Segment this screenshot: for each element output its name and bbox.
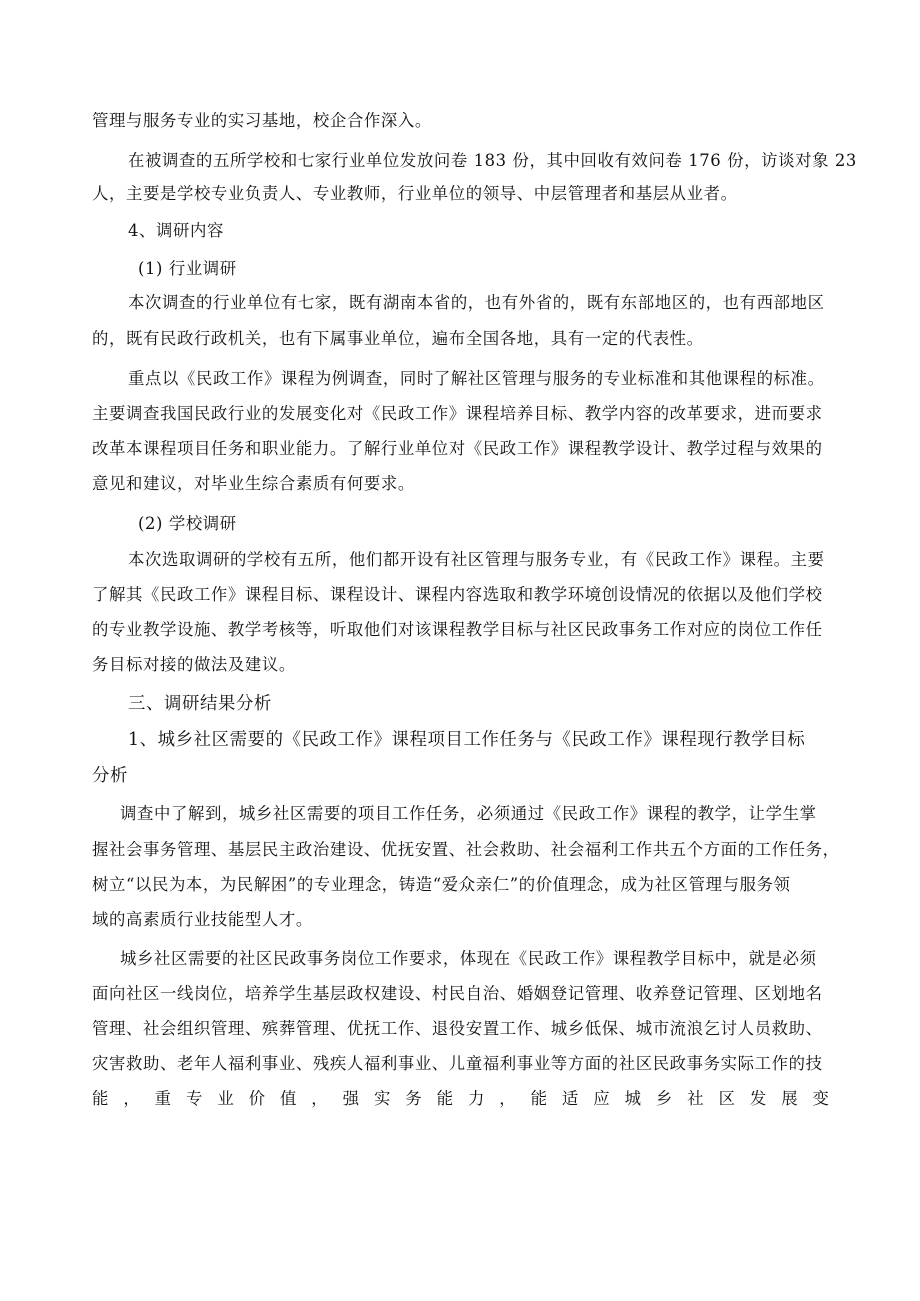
paragraph-line: 重点以《民政工作》课程为例调查，同时了解社区管理与服务的专业标准和其他课程的标准。 <box>128 369 825 388</box>
paragraph-line: 握社会事务管理、基层民主政治建设、优抚安置、社会救助、社会福利工作共五个方面的工作任务， <box>92 840 840 859</box>
glyph: 适 <box>561 1089 579 1108</box>
paragraph-line: 人，主要是学校专业负责人、专业教师，行业单位的领导、中层管理者和基层从业者。 <box>92 184 738 203</box>
paragraph-line: 面向社区一线岗位，培养学生基层政权建设、村民自治、婚姻登记管理、收养登记管理、区划地名 <box>92 984 823 1003</box>
paragraph-line: 的，既有民政行政机关，也有下属事业单位，遍布全国各地，具有一定的代表性。 <box>92 329 704 348</box>
glyph: 能 <box>530 1089 547 1108</box>
glyph: 应 <box>593 1089 610 1108</box>
paragraph-line: 本次调查的行业单位有七家，既有湖南本省的，也有外省的，既有东部地区的，也有西部地区 <box>128 293 825 312</box>
paragraph-line: 主要调查我国民政行业的发展变化对《民政工作》课程培养目标、教学内容的改革要求，进而要求 <box>92 404 823 423</box>
paragraph-line: 管理与服务专业的实习基地，校企合作深入。 <box>92 111 432 130</box>
glyph: 区 <box>718 1089 735 1108</box>
glyph: 变 <box>812 1089 829 1108</box>
glyph: 业 <box>217 1089 234 1108</box>
glyph: 能 <box>92 1089 109 1108</box>
subsection-heading: (1) 行业调研 <box>138 259 237 278</box>
paragraph-line: 树立“以民为本，为民解困”的专业理念，铸造“爱众亲仁”的价值理念，成为社区管理与服务领 <box>92 875 791 894</box>
paragraph-line: 灾害救助、老年人福利事业、残疾人福利事业、儿童福利事业等方面的社区民政事务实际工作的技 <box>92 1054 823 1073</box>
section-heading: 4、调研内容 <box>128 221 224 240</box>
glyph: 展 <box>781 1089 798 1108</box>
glyph: 实 <box>373 1089 391 1108</box>
glyph: 能 <box>436 1089 453 1108</box>
section-heading: 三、调研结果分析 <box>128 694 272 714</box>
section-heading: 分析 <box>92 766 128 786</box>
subsection-heading: (2) 学校调研 <box>138 514 237 533</box>
glyph: 城 <box>624 1089 641 1108</box>
section-heading: 1、城乡社区需要的《民政工作》课程项目工作任务与《民政工作》课程现行教学目标 <box>128 730 806 750</box>
glyph: 社 <box>687 1089 704 1108</box>
glyph: 力 <box>467 1089 485 1108</box>
glyph: 值 <box>279 1089 297 1108</box>
glyph: ， <box>499 1089 516 1108</box>
paragraph-line: 调查中了解到，城乡社区需要的项目工作任务，必须通过《民政工作》课程的教学，让学生掌 <box>120 804 817 823</box>
paragraph-line: 的专业教学设施、教学考核等，听取他们对该课程教学目标与社区民政事务工作对应的岗位工作任 <box>92 620 823 639</box>
paragraph-line: 域的高素质行业技能型人才。 <box>92 910 313 929</box>
glyph: 务 <box>405 1089 422 1108</box>
glyph: 发 <box>749 1089 767 1108</box>
glyph: 强 <box>342 1089 360 1108</box>
paragraph-line: 管理、社会组织管理、殡葬管理、优抚工作、退役安置工作、城乡低保、城市流浪乞讨人员救助、 <box>92 1019 823 1038</box>
paragraph-line: 改革本课程项目任务和职业能力。了解行业单位对《民政工作》课程教学设计、教学过程与效果的 <box>92 439 823 458</box>
paragraph-line: 务目标对接的做法及建议。 <box>92 655 296 674</box>
glyph: ， <box>123 1089 140 1108</box>
paragraph-line: 本次选取调研的学校有五所，他们都开设有社区管理与服务专业，有《民政工作》课程。主要 <box>128 550 825 569</box>
glyph: 乡 <box>655 1089 673 1108</box>
paragraph-line-justified <box>92 1088 829 1110</box>
paragraph-line: 意见和建议，对毕业生综合素质有何要求。 <box>92 474 415 493</box>
glyph: 专 <box>185 1089 203 1108</box>
paragraph-line: 了解其《民政工作》课程目标、课程设计、课程内容选取和教学环境创设情况的依据以及他们学校 <box>92 585 823 604</box>
glyph: 价 <box>248 1089 266 1108</box>
paragraph-line: 城乡社区需要的社区民政事务岗位工作要求，体现在《民政工作》课程教学目标中，就是必须 <box>120 949 817 968</box>
glyph: 重 <box>154 1089 172 1108</box>
paragraph-line: 在被调查的五所学校和七家行业单位发放问卷 183 份，其中回收有效问卷 176 份，访谈对象 23 <box>128 151 857 170</box>
glyph: ， <box>311 1089 328 1108</box>
